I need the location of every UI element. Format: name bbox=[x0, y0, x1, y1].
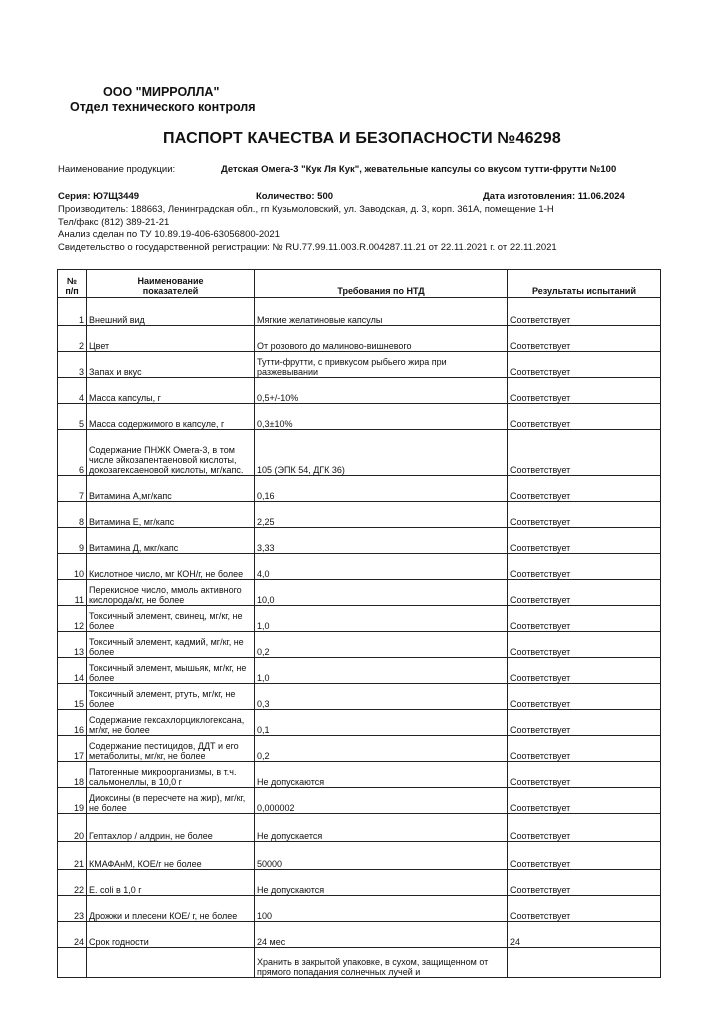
table-row bbox=[58, 502, 661, 528]
row-requirement: Хранить в закрытой упаковке, в сухом, защищенном от прямого попадания солнечных лучей и bbox=[255, 948, 508, 978]
row-requirement: Мягкие желатиновые капсулы bbox=[255, 298, 508, 326]
department-name: Отдел технического контроля bbox=[70, 100, 256, 114]
table-row bbox=[58, 632, 661, 658]
table-row bbox=[58, 814, 661, 842]
row-requirement: 24 мес bbox=[255, 922, 508, 948]
row-requirement: Не допускается bbox=[255, 814, 508, 842]
row-number: 12 bbox=[58, 606, 87, 632]
series-value: Ю7Щ3449 bbox=[93, 191, 140, 202]
row-number: 9 bbox=[58, 528, 87, 554]
row-result: Соответствует bbox=[508, 870, 661, 896]
row-result: Соответствует bbox=[508, 684, 661, 710]
row-result: Соответствует bbox=[508, 554, 661, 580]
table-row bbox=[58, 580, 661, 606]
table-row bbox=[58, 352, 661, 378]
row-indicator bbox=[87, 948, 255, 978]
row-requirement: 0,2 bbox=[255, 632, 508, 658]
row-indicator: Токсичный элемент, кадмий, мг/кг, не более bbox=[87, 632, 255, 658]
table-row bbox=[58, 710, 661, 736]
row-number bbox=[58, 948, 87, 978]
row-indicator: Токсичный элемент, ртуть, мг/кг, не более bbox=[87, 684, 255, 710]
row-requirement: 0,000002 bbox=[255, 788, 508, 814]
table-row bbox=[58, 842, 661, 870]
table-row bbox=[58, 870, 661, 896]
row-result: 24 bbox=[508, 922, 661, 948]
row-indicator: Цвет bbox=[87, 326, 255, 352]
row-result: Соответствует bbox=[508, 298, 661, 326]
table-row bbox=[58, 788, 661, 814]
row-number: 8 bbox=[58, 502, 87, 528]
row-requirement: Тутти-фрутти, с привкусом рыбьего жира при разжевывании bbox=[255, 352, 508, 378]
table-row bbox=[58, 896, 661, 922]
row-number: 20 bbox=[58, 814, 87, 842]
row-result: Соответствует bbox=[508, 378, 661, 404]
row-result bbox=[508, 948, 661, 978]
row-number: 15 bbox=[58, 684, 87, 710]
row-requirement: 0,16 bbox=[255, 476, 508, 502]
table-row bbox=[58, 404, 661, 430]
row-result: Соответствует bbox=[508, 762, 661, 788]
quality-table bbox=[57, 269, 661, 978]
row-number: 3 bbox=[58, 352, 87, 378]
manufacturer-line: Производитель: 188663, Ленинградская обл., гп Кузьмоловский, ул. Заводская, д. 3, корп. 361А, помещение 1-Н bbox=[58, 204, 554, 215]
row-requirement: 0,1 bbox=[255, 710, 508, 736]
row-requirement: 100 bbox=[255, 896, 508, 922]
row-requirement: 0,3±10% bbox=[255, 404, 508, 430]
table-row bbox=[58, 554, 661, 580]
table-row bbox=[58, 378, 661, 404]
series-row bbox=[58, 191, 625, 202]
row-number: 4 bbox=[58, 378, 87, 404]
row-number: 13 bbox=[58, 632, 87, 658]
product-label: Наименование продукции: bbox=[58, 164, 176, 175]
row-indicator: Витамина Е, мг/капс bbox=[87, 502, 255, 528]
row-requirement: 4,0 bbox=[255, 554, 508, 580]
row-indicator: Токсичный элемент, свинец, мг/кг, не более bbox=[87, 606, 255, 632]
row-result: Соответствует bbox=[508, 352, 661, 378]
row-requirement: 0,5+/-10% bbox=[255, 378, 508, 404]
row-result: Соответствует bbox=[508, 606, 661, 632]
row-requirement: 0,3 bbox=[255, 684, 508, 710]
certificate-line: Свидетельство о государственной регистрации: № RU.77.99.11.003.R.004287.11.21 от 22.11.2021 г. от 22.11.2021 bbox=[58, 242, 557, 253]
row-result: Соответствует bbox=[508, 430, 661, 476]
row-requirement: 2,25 bbox=[255, 502, 508, 528]
row-indicator: Содержание гексахлорциклогексана, мг/кг, не более bbox=[87, 710, 255, 736]
row-requirement: Не допускаются bbox=[255, 762, 508, 788]
row-indicator: Срок годности bbox=[87, 922, 255, 948]
row-result: Соответствует bbox=[508, 326, 661, 352]
row-result: Соответствует bbox=[508, 710, 661, 736]
row-requirement: 3,33 bbox=[255, 528, 508, 554]
row-indicator: Запах и вкус bbox=[87, 352, 255, 378]
row-requirement: 10,0 bbox=[255, 580, 508, 606]
header-requirement: Требования по НТД bbox=[255, 270, 508, 298]
row-number: 21 bbox=[58, 842, 87, 870]
row-requirement: 0,2 bbox=[255, 736, 508, 762]
header-result: Результаты испытаний bbox=[508, 270, 661, 298]
row-number: 5 bbox=[58, 404, 87, 430]
organization-name: ООО "МИРРОЛЛА" bbox=[103, 85, 220, 99]
row-result: Соответствует bbox=[508, 896, 661, 922]
document-title: ПАСПОРТ КАЧЕСТВА И БЕЗОПАСНОСТИ №46298 bbox=[163, 130, 561, 147]
row-number: 6 bbox=[58, 430, 87, 476]
row-indicator: Содержание пестицидов, ДДТ и его метаболиты, мг/кг, не более bbox=[87, 736, 255, 762]
row-number: 17 bbox=[58, 736, 87, 762]
row-result: Соответствует bbox=[508, 580, 661, 606]
row-result: Соответствует bbox=[508, 842, 661, 870]
date-group bbox=[483, 191, 625, 202]
row-indicator: КМАФАнМ, КОЕ/г не более bbox=[87, 842, 255, 870]
row-indicator: Содержание ПНЖК Омега-3, в том числе эйкозапентаеновой кислоты, докозагексаеновой кислоты, мг/капс. bbox=[87, 430, 255, 476]
table-row bbox=[58, 606, 661, 632]
table-row bbox=[58, 762, 661, 788]
row-number: 11 bbox=[58, 580, 87, 606]
row-indicator: Дрожжи и плесени КОЕ/ г, не более bbox=[87, 896, 255, 922]
row-result: Соответствует bbox=[508, 528, 661, 554]
row-indicator: Диоксины (в пересчете на жир), мг/кг, не более bbox=[87, 788, 255, 814]
row-number: 2 bbox=[58, 326, 87, 352]
row-result: Соответствует bbox=[508, 502, 661, 528]
table-row bbox=[58, 658, 661, 684]
row-requirement: 105 (ЭПК 54, ДГК 36) bbox=[255, 430, 508, 476]
row-number: 7 bbox=[58, 476, 87, 502]
table-row bbox=[58, 684, 661, 710]
row-indicator: Витамина А,мг/капс bbox=[87, 476, 255, 502]
date-label: Дата изготовления: bbox=[483, 191, 576, 202]
table-row bbox=[58, 948, 661, 978]
row-requirement: От розового до малиново-вишневого bbox=[255, 326, 508, 352]
row-number: 1 bbox=[58, 298, 87, 326]
table-row bbox=[58, 922, 661, 948]
series-label: Серия: bbox=[58, 191, 91, 202]
table-body bbox=[58, 298, 661, 978]
row-indicator: Внешний вид bbox=[87, 298, 255, 326]
row-indicator: Масса содержимого в капсуле, г bbox=[87, 404, 255, 430]
date-value: 11.06.2024 bbox=[577, 191, 625, 202]
table-row bbox=[58, 476, 661, 502]
row-number: 19 bbox=[58, 788, 87, 814]
row-indicator: Гептахлор / алдрин, не более bbox=[87, 814, 255, 842]
row-number: 22 bbox=[58, 870, 87, 896]
row-indicator: Токсичный элемент, мышьяк, мг/кг, не более bbox=[87, 658, 255, 684]
row-result: Соответствует bbox=[508, 788, 661, 814]
table-row bbox=[58, 528, 661, 554]
row-number: 14 bbox=[58, 658, 87, 684]
row-number: 23 bbox=[58, 896, 87, 922]
row-indicator: E. coli в 1,0 г bbox=[87, 870, 255, 896]
table-row bbox=[58, 298, 661, 326]
product-value: Детская Омега-3 "Кук Ля Кук", жевательные капсулы со вкусом тутти-фрутти №100 bbox=[221, 164, 617, 175]
table-row bbox=[58, 736, 661, 762]
row-number: 16 bbox=[58, 710, 87, 736]
row-requirement: Не допускаются bbox=[255, 870, 508, 896]
row-result: Соответствует bbox=[508, 658, 661, 684]
table-header-row bbox=[58, 270, 661, 298]
row-result: Соответствует bbox=[508, 476, 661, 502]
row-requirement: 50000 bbox=[255, 842, 508, 870]
phone-line: Тел/факс (812) 389-21-21 bbox=[58, 217, 170, 228]
quantity-label: Количество: bbox=[256, 191, 315, 202]
row-indicator: Патогенные микроорганизмы, в т.ч. сальмонеллы, в 10,0 г bbox=[87, 762, 255, 788]
table-row bbox=[58, 326, 661, 352]
row-requirement: 1,0 bbox=[255, 658, 508, 684]
row-indicator: Перекисное число, ммоль активного кислорода/кг, не более bbox=[87, 580, 255, 606]
row-number: 10 bbox=[58, 554, 87, 580]
row-number: 24 bbox=[58, 922, 87, 948]
row-number: 18 bbox=[58, 762, 87, 788]
row-result: Соответствует bbox=[508, 404, 661, 430]
row-result: Соответствует bbox=[508, 814, 661, 842]
row-requirement: 1,0 bbox=[255, 606, 508, 632]
row-indicator: Масса капсулы, г bbox=[87, 378, 255, 404]
header-indicator: Наименование показателей bbox=[87, 270, 255, 298]
row-result: Соответствует bbox=[508, 736, 661, 762]
product-row bbox=[58, 164, 617, 175]
analysis-line: Анализ сделан по ТУ 10.89.19-406-63056800-2021 bbox=[58, 229, 280, 240]
row-result: Соответствует bbox=[508, 632, 661, 658]
quantity-value: 500 bbox=[317, 191, 334, 202]
row-indicator: Кислотное число, мг КОН/г, не более bbox=[87, 554, 255, 580]
row-indicator: Витамина Д, мкг/капс bbox=[87, 528, 255, 554]
table-row bbox=[58, 430, 661, 476]
header-num: № п/п bbox=[58, 270, 87, 298]
quantity-group bbox=[256, 191, 333, 202]
